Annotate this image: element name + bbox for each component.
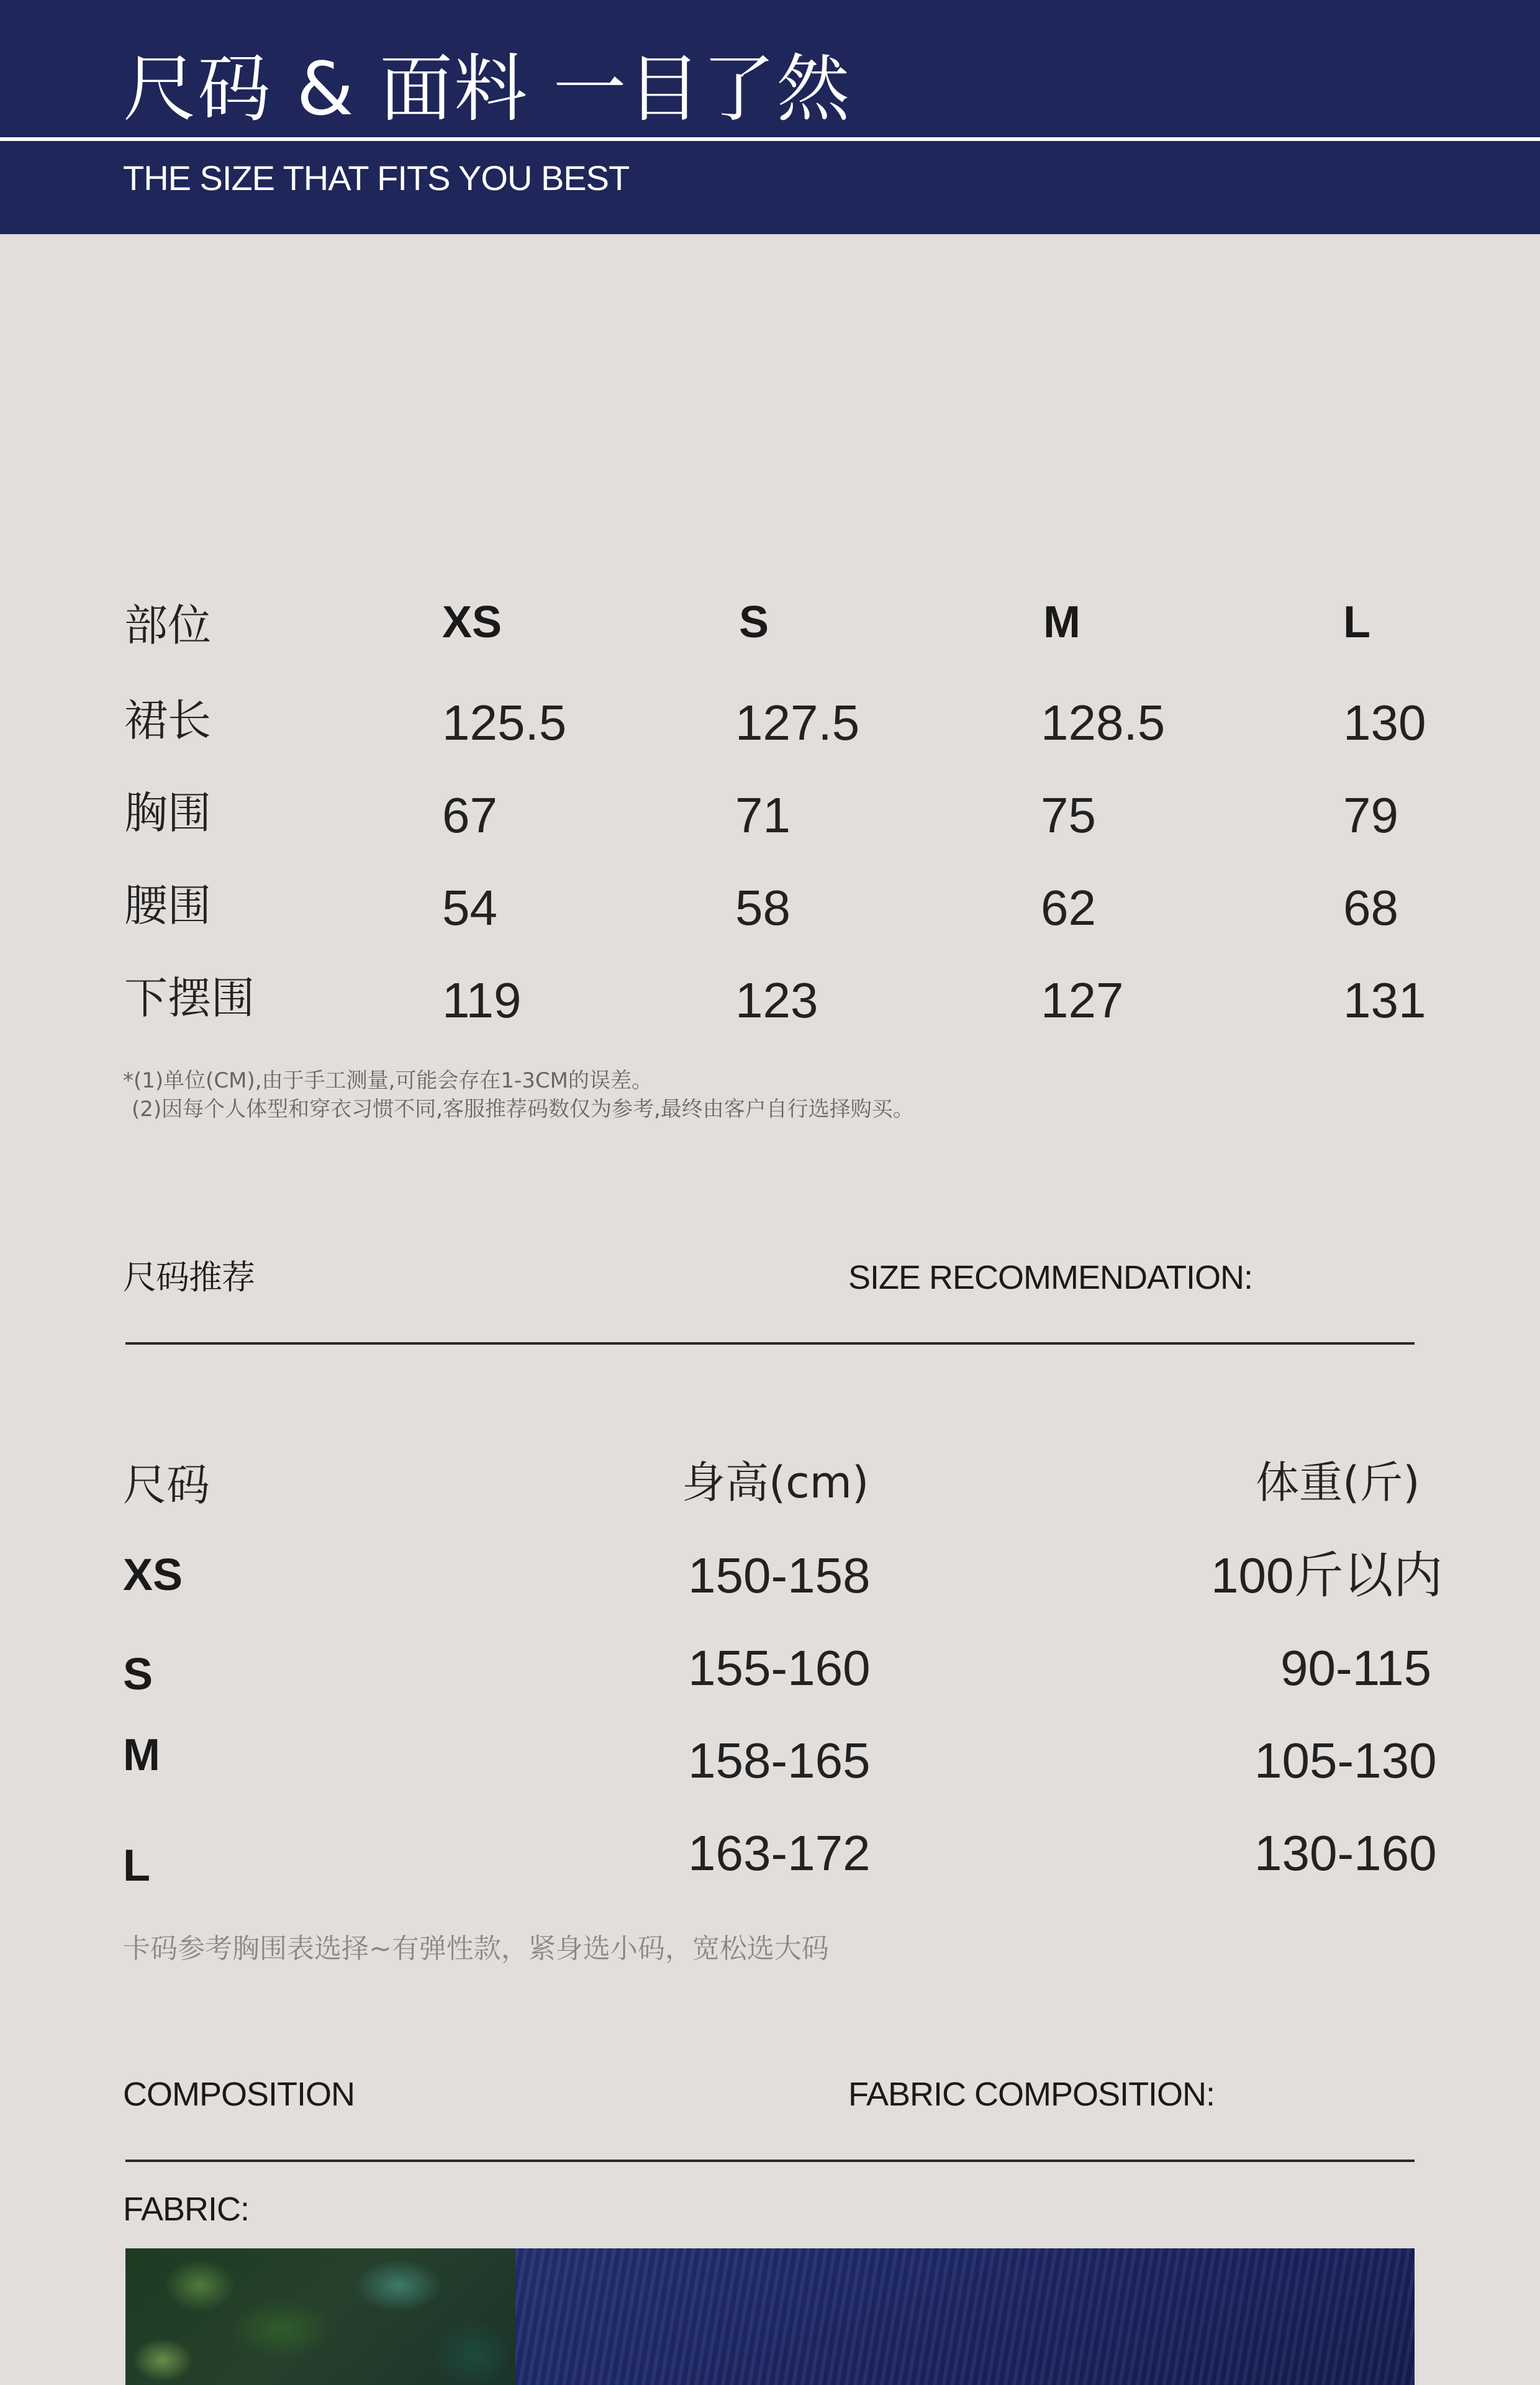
size-chart-cell: 58 bbox=[735, 880, 790, 935]
size-chart-cell: 125.5 bbox=[442, 695, 567, 750]
size-chart-cell: 127.5 bbox=[735, 695, 860, 750]
recommendation-size: M bbox=[123, 1730, 160, 1780]
recommendation-weight: 100斤以内 bbox=[1211, 1548, 1443, 1603]
size-chart-header-s: S bbox=[739, 597, 769, 647]
size-chart-row-label: 腰围 bbox=[124, 880, 211, 931]
page-title: 尺码 & 面料 一目了然 bbox=[123, 46, 851, 132]
size-chart-cell: 75 bbox=[1041, 788, 1096, 843]
recommendation-height: 150-158 bbox=[688, 1548, 871, 1603]
size-chart-note: *(1)单位(CM),由于手工测量,可能会存在1-3CM的误差。 bbox=[123, 1068, 653, 1093]
size-chart-cell: 68 bbox=[1343, 880, 1398, 935]
size-recommendation-label-cn: 尺码推荐 bbox=[123, 1259, 255, 1296]
size-chart-note: (2)因每个人体型和穿衣习惯不同,客服推荐码数仅为参考,最终由客户自行选择购买。 bbox=[132, 1097, 914, 1122]
recommendation-weight: 105-130 bbox=[1254, 1733, 1437, 1788]
recommendation-header-weight: 体重(斤) bbox=[1256, 1457, 1420, 1508]
size-chart-cell: 119 bbox=[442, 973, 522, 1028]
size-chart-cell: 71 bbox=[735, 788, 790, 843]
section-divider bbox=[125, 1342, 1415, 1345]
size-chart-row-label: 胸围 bbox=[124, 788, 211, 838]
header-divider bbox=[0, 137, 1540, 141]
section-divider bbox=[125, 2160, 1415, 2162]
size-chart-cell: 67 bbox=[442, 788, 497, 843]
knit-fabric-image bbox=[515, 2248, 1415, 2385]
size-chart-header-part: 部位 bbox=[124, 600, 211, 651]
size-chart-header-l: L bbox=[1343, 597, 1370, 647]
size-recommendation-label-en: SIZE RECOMMENDATION: bbox=[848, 1259, 1253, 1296]
size-chart-row-label: 裙长 bbox=[124, 695, 211, 746]
size-chart-cell: 127 bbox=[1041, 973, 1124, 1028]
recommendation-height: 163-172 bbox=[688, 1825, 871, 1881]
composition-label: COMPOSITION bbox=[123, 2076, 355, 2113]
size-chart-cell: 128.5 bbox=[1041, 695, 1166, 750]
fabric-composition-label: FABRIC COMPOSITION: bbox=[848, 2076, 1215, 2113]
recommendation-height: 158-165 bbox=[688, 1733, 871, 1788]
size-chart-cell: 130 bbox=[1343, 695, 1426, 750]
size-chart-header-m: M bbox=[1043, 597, 1080, 647]
recommendation-size: XS bbox=[123, 1550, 183, 1600]
fabric-label: FABRIC: bbox=[123, 2191, 250, 2228]
size-chart-cell: 79 bbox=[1343, 788, 1398, 843]
size-chart-cell: 62 bbox=[1041, 880, 1096, 935]
size-chart-row-label: 下摆围 bbox=[124, 973, 255, 1024]
recommendation-size: S bbox=[123, 1650, 153, 1699]
fabric-photo bbox=[125, 2248, 1415, 2385]
page-subtitle: THE SIZE THAT FITS YOU BEST bbox=[123, 158, 630, 198]
leaves-image bbox=[125, 2248, 515, 2385]
recommendation-header-height: 身高(cm) bbox=[682, 1457, 869, 1508]
size-chart-cell: 123 bbox=[735, 973, 818, 1028]
recommendation-size: L bbox=[123, 1841, 150, 1891]
recommendation-note: 卡码参考胸围表选择~有弹性款，紧身选小码，宽松选大码 bbox=[123, 1933, 829, 1965]
recommendation-weight: 130-160 bbox=[1254, 1825, 1437, 1881]
recommendation-weight: 90-115 bbox=[1280, 1640, 1432, 1696]
size-chart-cell: 131 bbox=[1343, 973, 1426, 1028]
recommendation-header-size: 尺码 bbox=[123, 1460, 210, 1510]
size-chart-cell: 54 bbox=[442, 880, 497, 935]
recommendation-height: 155-160 bbox=[688, 1640, 871, 1696]
size-chart-header-xs: XS bbox=[442, 597, 502, 647]
page-header bbox=[0, 0, 1540, 234]
